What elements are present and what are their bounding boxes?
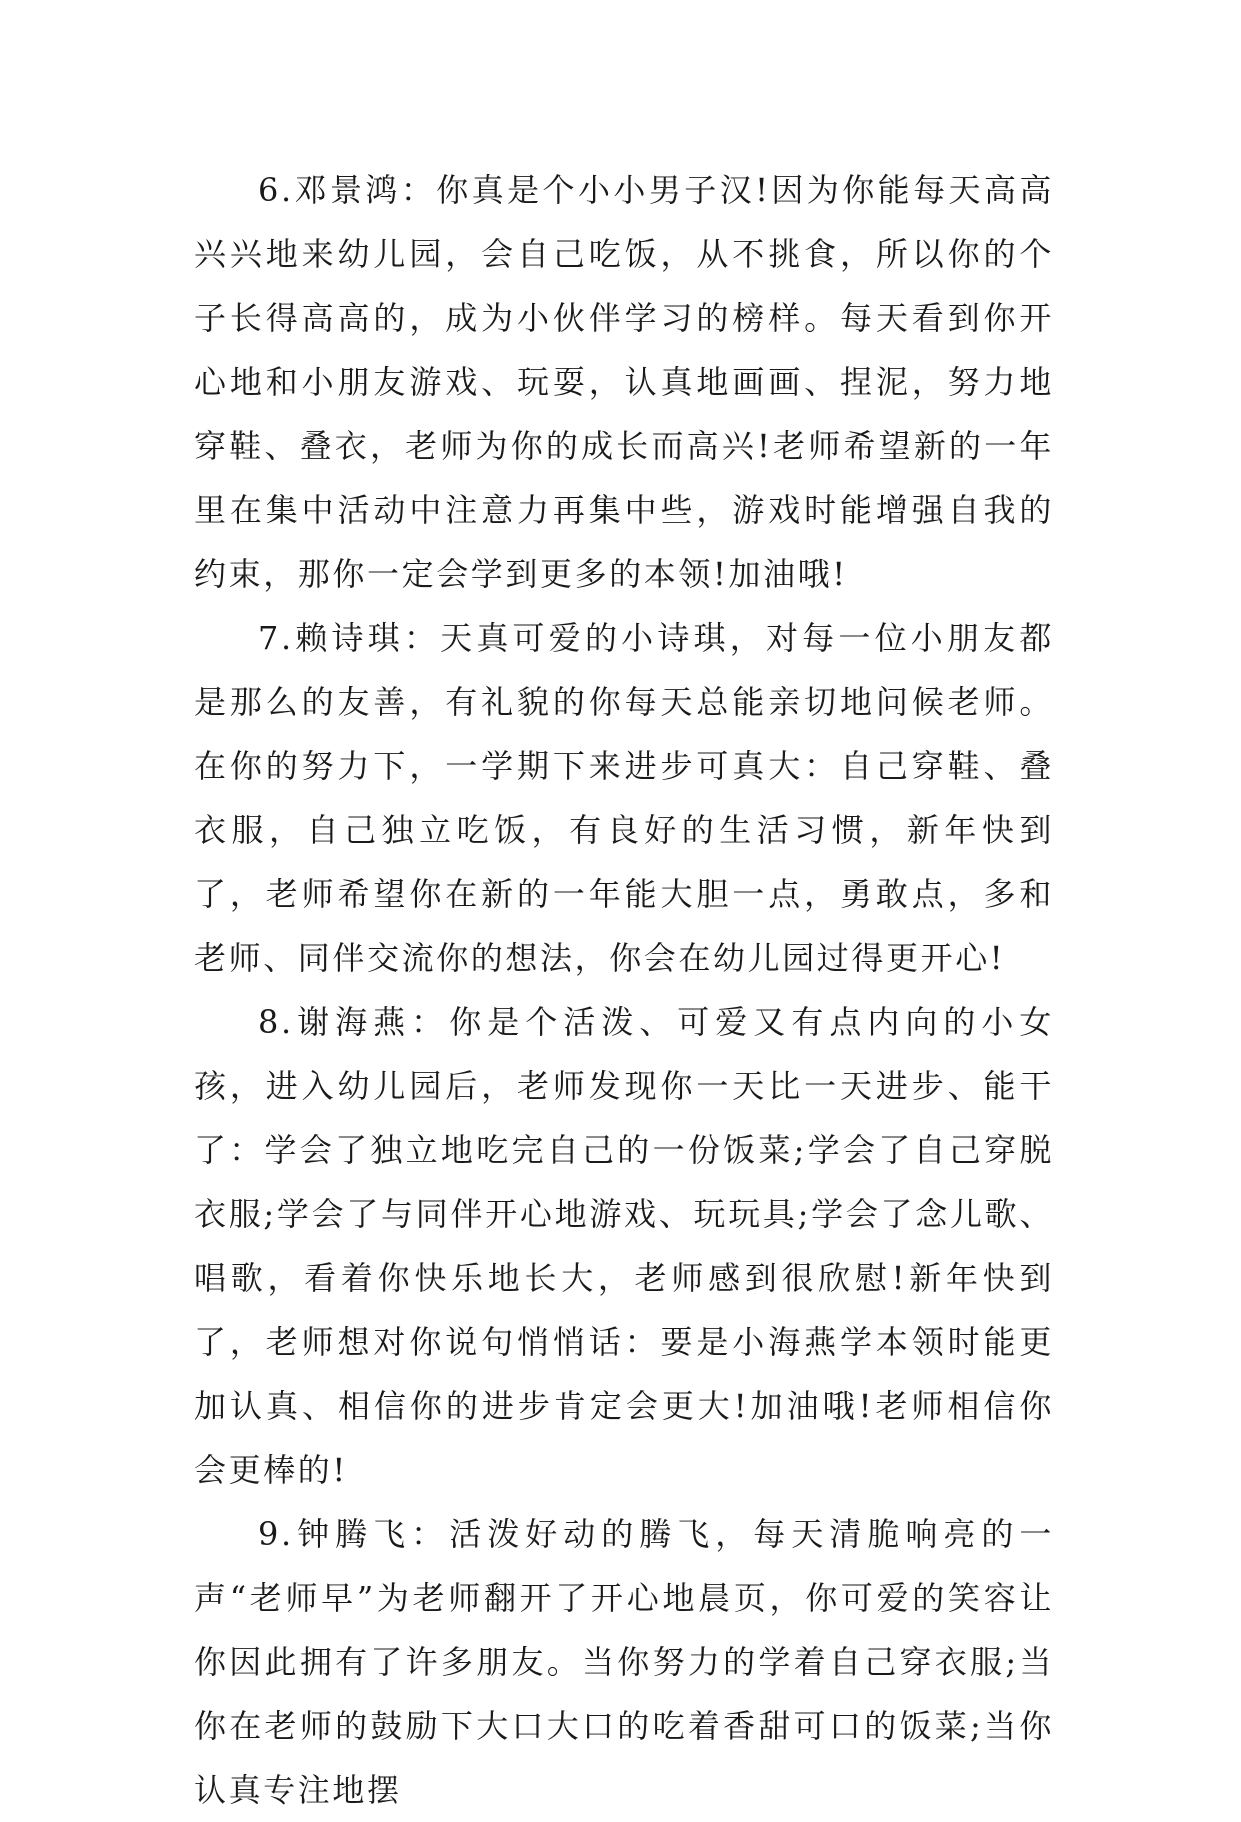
document-body [194,158,1054,1822]
paragraph-8-xie-haiyan: 8.谢海燕：你是个活泼、可爱又有点内向的小女孩，进入幼儿园后，老师发现你一天比一天进步、能干了：学会了独立地吃完自己的一份饭菜;学会了自己穿脱衣服;学会了与同伴开心地游戏、玩玩具;学会了念儿歌、唱歌，看着你快乐地长大，老师感到很欣慰!新年快到了，老师想对你说句悄悄话：要是小海燕学本领时能更加认真、相信你的进步肯定会更大!加油哦!老师相信你会更棒的! [194,1003,1054,1489]
paragraph-9-zhong-tengfei: 9.钟腾飞：活泼好动的腾飞，每天清脆响亮的一声“老师早”为老师翻开了开心地晨页，你可爱的笑容让你因此拥有了许多朋友。当你努力的学着自己穿衣服;当你在老师的鼓励下大口大口的吃着香甜可口的饭菜;当你认真专注地摆 [194,1515,1054,1809]
paragraph-7-lai-shiqi: 7.赖诗琪：天真可爱的小诗琪，对每一位小朋友都是那么的友善，有礼貌的你每天总能亲切地问候老师。在你的努力下，一学期下来进步可真大：自己穿鞋、叠衣服，自己独立吃饭，有良好的生活习惯，新年快到了，老师希望你在新的一年能大胆一点，勇敢点，多和老师、同伴交流你的想法，你会在幼儿园过得更开心! [194,619,1054,977]
paragraph-6-deng-jinghong: 6.邓景鸿：你真是个小小男子汉!因为你能每天高高兴兴地来幼儿园，会自己吃饭，从不挑食，所以你的个子长得高高的，成为小伙伴学习的榜样。每天看到你开心地和小朋友游戏、玩耍，认真地画画、捏泥，努力地穿鞋、叠衣，老师为你的成长而高兴!老师希望新的一年里在集中活动中注意力再集中些，游戏时能增强自我的约束，那你一定会学到更多的本领!加油哦! [194,171,1054,593]
